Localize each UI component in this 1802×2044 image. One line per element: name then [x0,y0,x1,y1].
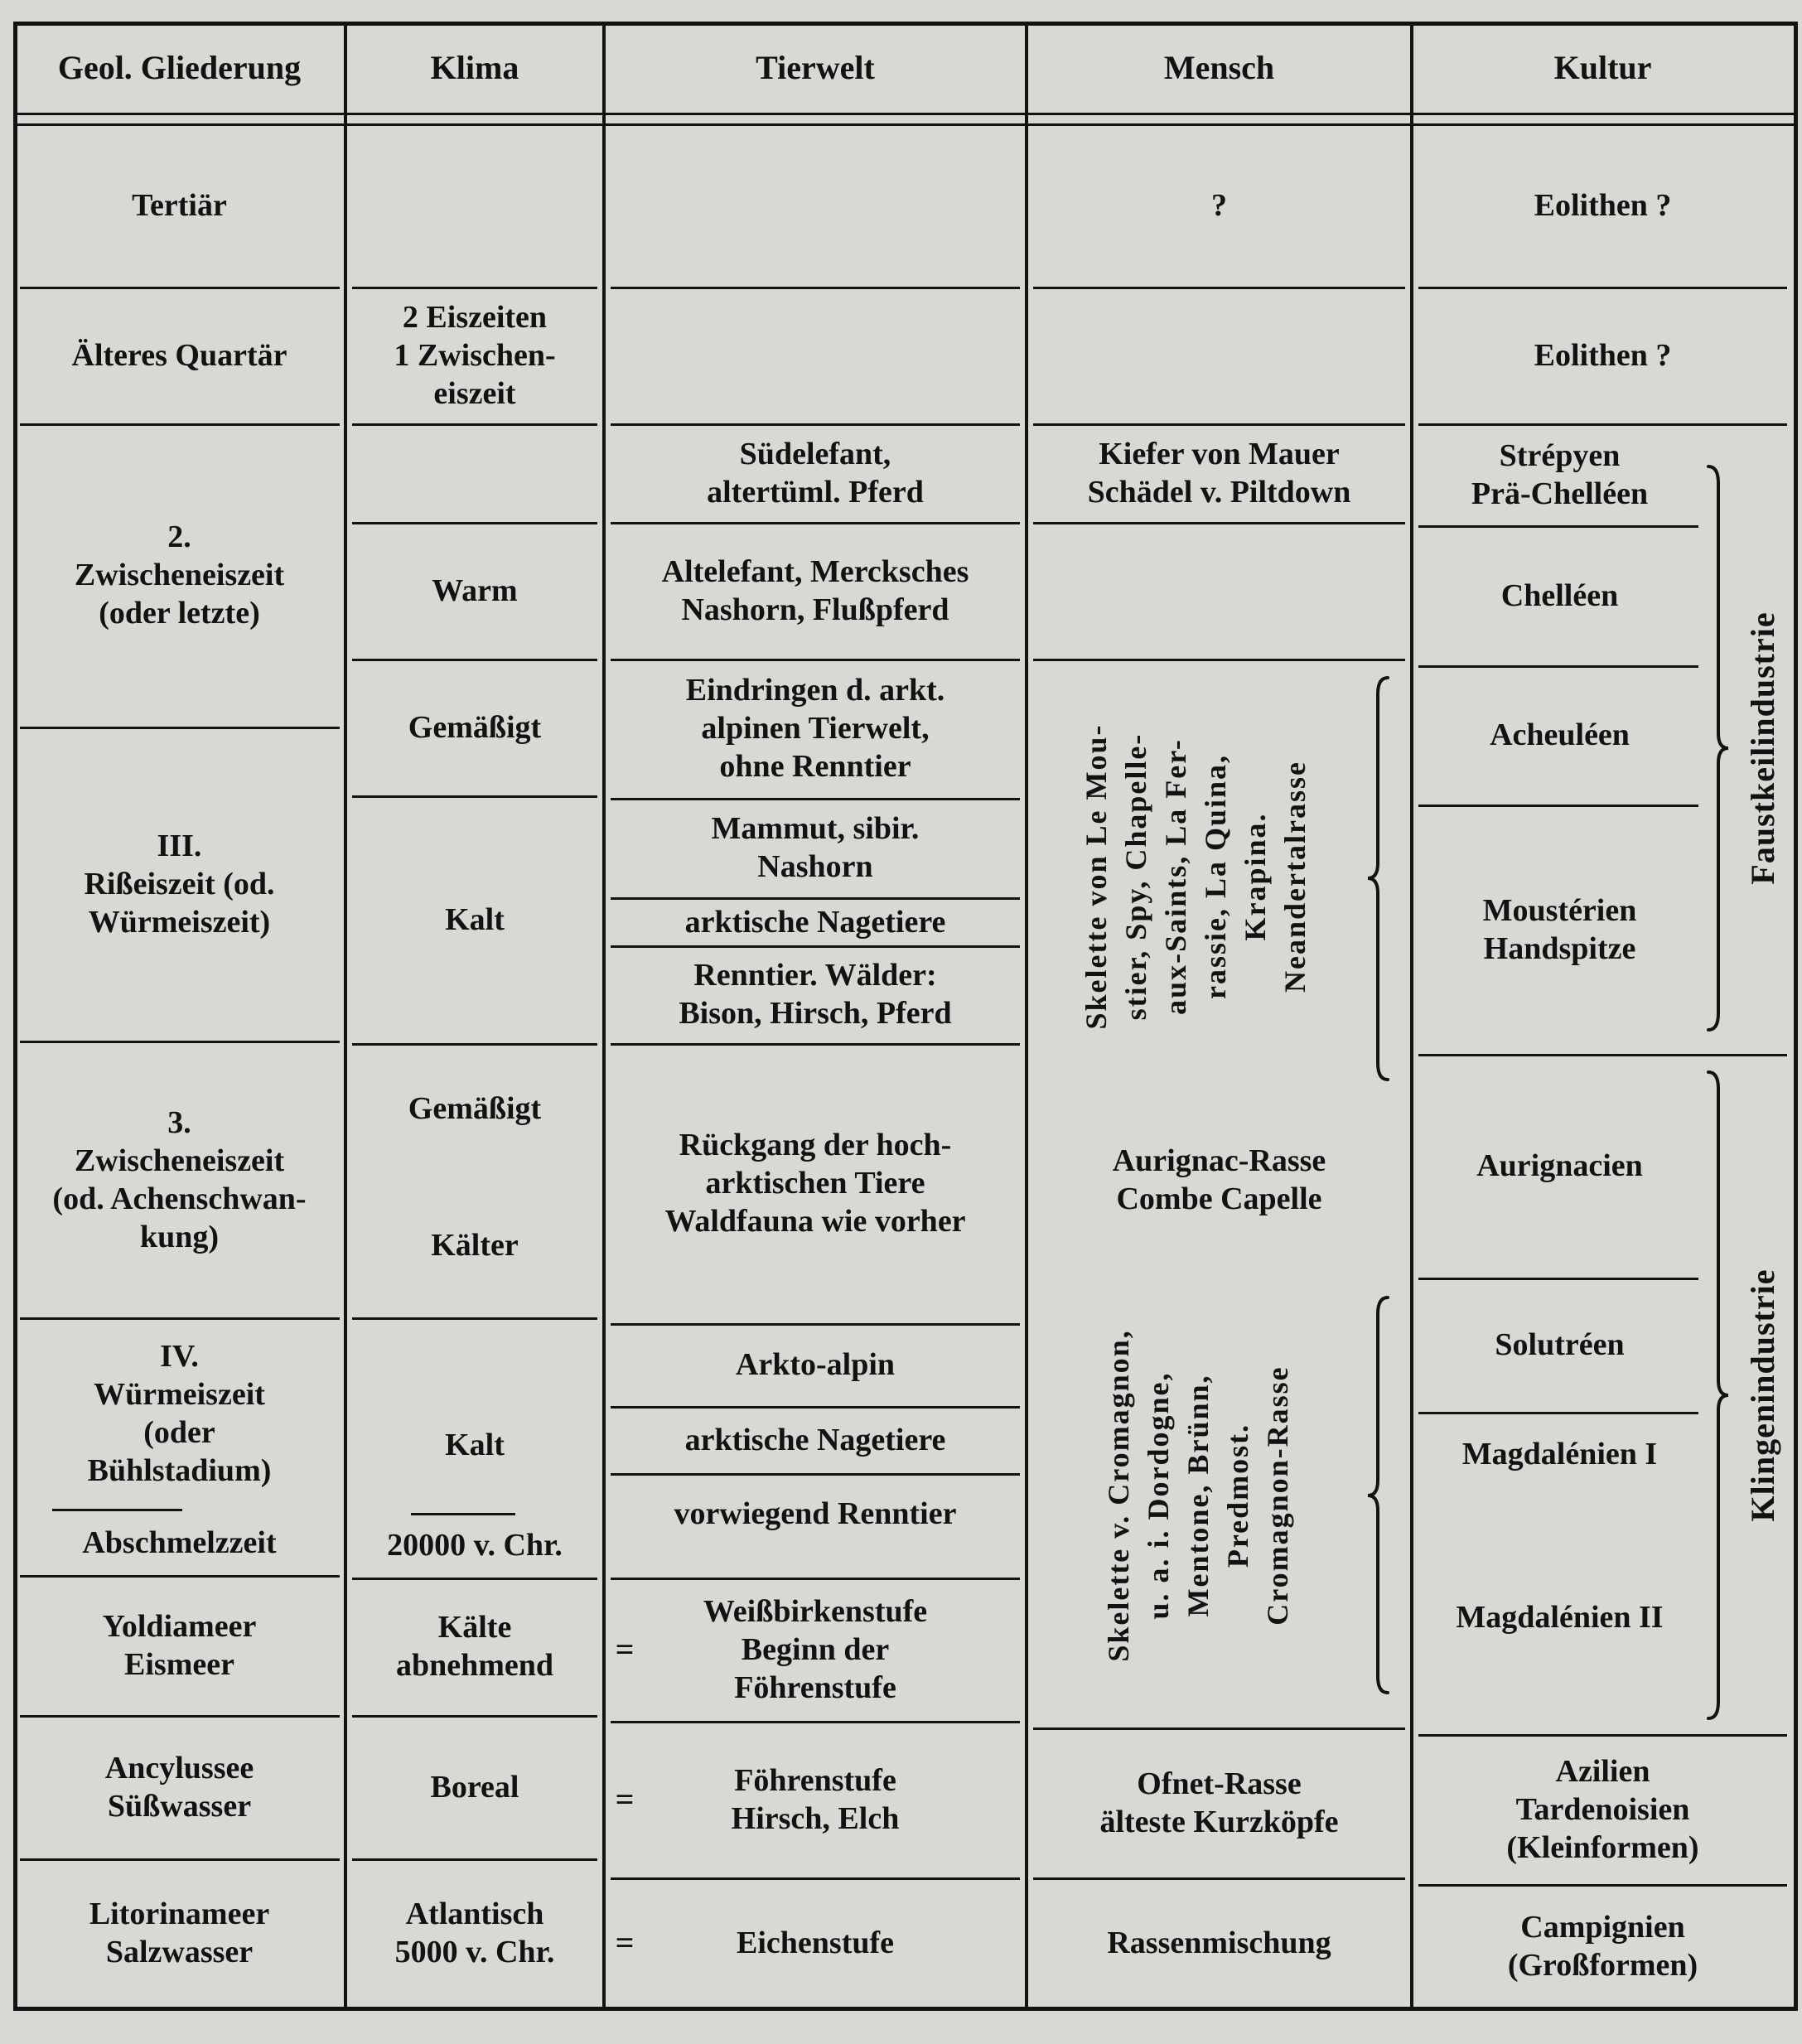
human-unknown-tertiaer: ? [1211,188,1227,223]
culture-eolithen-2: Eolithen ? [1534,338,1672,373]
fauna-nagetiere-1: arktische Nagetiere [684,905,946,940]
culture-klingenindustrie-label: Klingenindustrie [1744,1268,1781,1522]
fauna-nagetiere-2: arktische Nagetiere [684,1422,946,1457]
table-right-border [1794,22,1798,2011]
row-rule [20,1858,340,1861]
row-rule [352,423,597,426]
row-rule [1033,1877,1405,1880]
row-rule [1418,423,1787,426]
row-rule [611,1578,1020,1580]
human-rassenmischung: Rassenmischung [1107,1926,1331,1960]
header-double-rule-top [13,113,1798,115]
culture-magdalenien-1: Magdalénien I [1461,1437,1658,1471]
header-fauna: Tierwelt [756,49,875,86]
fauna-renntier-waelder: Renntier. Wälder: Bison, Hirsch, Pferd [679,958,952,1031]
climate-eiszeiten: 2 Eiszeiten 1 Zwischen- eiszeit [394,300,556,411]
row-rule [611,287,1020,289]
row-rule [20,1317,340,1320]
row-rule [20,727,340,729]
row-rule [611,1473,1020,1476]
row-rule [1418,525,1698,528]
row-rule [1033,522,1405,524]
row-rule [611,423,1020,426]
row-rule [611,522,1020,524]
column-rule-2 [602,22,606,2011]
fauna-eichenstufe: Eichenstufe [737,1926,894,1960]
row-rule [1033,287,1405,289]
culture-faustkeilindustrie-label: Faustkeilindustrie [1744,611,1781,885]
culture-acheuleen: Acheuléen [1490,718,1630,752]
culture-solutreen: Solutréen [1495,1327,1625,1362]
fauna-mammut: Mammut, sibir. Nashorn [711,811,920,884]
row-rule [611,897,1020,900]
brace-klingenindustrie [1708,1072,1728,1718]
row-rule [1418,287,1787,289]
climate-boreal: Boreal [430,1770,519,1805]
geology-litorinameer: Litorinameer Salzwasser [89,1897,270,1969]
row-rule [611,1406,1020,1409]
row-rule [611,1323,1020,1326]
header-double-rule-bottom [13,123,1798,126]
header-culture: Kultur [1553,49,1652,86]
row-rule [352,1715,597,1718]
geology-ancylussee: Ancylussee Süßwasser [104,1751,254,1824]
fauna-vorwiegend-renntier: vorwiegend Renntier [674,1496,957,1531]
header-climate: Klima [430,49,519,86]
row-rule [611,1043,1020,1046]
fauna-weissbirkenstufe: Weißbirkenstufe Beginn der Föhrenstufe [703,1593,928,1705]
culture-azilien: Azilien Tardenoisien (Kleinformen) [1506,1754,1699,1865]
column-rule-4 [1410,22,1413,2011]
row-rule [20,287,340,289]
column-rule-1 [344,22,347,2011]
row-rule [1418,1884,1787,1887]
human-ofnet-rasse: Ofnet-Rasse älteste Kurzköpfe [1099,1766,1339,1839]
row-rule [20,1715,340,1718]
brace-cromagnon [1368,1297,1388,1693]
row-rule [352,1043,597,1046]
fauna-suedelefant: Südelefant, altertüml. Pferd [707,437,924,510]
row-rule [1418,1054,1787,1056]
row-rule [1033,1727,1405,1730]
row-rule [611,945,1020,948]
geology-yoldiameer: Yoldiameer Eismeer [102,1609,257,1682]
climate-date-20000: 20000 v. Chr. [387,1528,563,1563]
climate-kalt-2: Kalt [445,1428,505,1462]
culture-aurignacien: Aurignacien [1476,1148,1643,1183]
row-rule [20,1575,340,1578]
climate-gemaessigt-2: Gemäßigt [408,1091,542,1126]
row-rule [352,795,597,798]
human-mauer-piltdown: Kiefer von Mauer Schädel v. Piltdown [1087,437,1351,510]
fauna-eindringen: Eindringen d. arkt. alpinen Tierwelt, ohne Renntier [685,673,945,784]
short-rule [52,1509,182,1511]
climate-gemaessigt-1: Gemäßigt [408,710,542,745]
climate-warm: Warm [432,573,518,608]
row-rule [1418,665,1698,668]
climate-kalt-1: Kalt [445,902,505,937]
header-geology: Geol. Gliederung [57,49,302,86]
row-rule [352,287,597,289]
row-rule [611,798,1020,800]
fauna-altelefant: Altelefant, Mercksches Nashorn, Flußpferd [661,554,969,627]
geology-wuermeiszeit: IV. Würmeiszeit (oder Bühlstadium) [87,1339,272,1488]
culture-magdalenien-2: Magdalénien II [1456,1600,1664,1635]
table-bottom-border [13,2007,1798,2011]
culture-campignien: Campignien (Großformen) [1507,1910,1698,1983]
brace-faustkeilindustrie [1708,466,1728,1030]
row-rule [1033,423,1405,426]
fauna-arkto-alpin: Arkto-alpin [735,1347,896,1382]
row-rule [611,1721,1020,1723]
equals-sign: = [615,1630,635,1668]
geology-risseiszeit: III. Rißeiszeit (od. Würmeiszeit) [84,829,275,940]
climate-kaelter: Kälter [431,1228,519,1263]
geology-abschmelzzeit: Abschmelzzeit [82,1525,277,1560]
culture-chelleen: Chelléen [1500,578,1619,613]
row-rule [20,423,340,426]
column-rule-3 [1025,22,1028,2011]
header-human: Mensch [1163,49,1275,86]
geology-tertiaer: Tertiär [132,188,227,223]
row-rule [1418,805,1698,807]
row-rule [20,1041,340,1043]
row-rule [352,1317,597,1320]
culture-mousterien: Moustérien Handspitze [1482,893,1637,966]
geology-aelteres-quartaer: Älteres Quartär [71,338,287,373]
culture-eolithen-1: Eolithen ? [1534,188,1672,223]
row-rule [1418,1412,1698,1414]
climate-atlantisch: Atlantisch 5000 v. Chr. [394,1897,555,1969]
row-rule [352,659,597,661]
row-rule [1418,1734,1787,1737]
human-cromagnon-block: Skelette v. Cromagnon, u. a. i. Dordogne, Mentone, Brünn, Predmost. Cromagnon-Rasse [1102,1329,1294,1662]
row-rule [352,1578,597,1580]
row-rule [352,522,597,524]
culture-strepyen: Strépyen Prä-Chelléen [1471,438,1649,511]
human-aurignac-rasse: Aurignac-Rasse Combe Capelle [1112,1143,1326,1216]
brace-neandertal [1368,678,1388,1080]
short-rule [411,1513,515,1515]
climate-kaelte-abnehmend: Kälte abnehmend [395,1610,554,1683]
row-rule [352,1858,597,1861]
equals-sign: = [615,1780,635,1818]
geology-zwischeneiszeit-2: 2. Zwischeneiszeit (oder letzte) [74,519,285,631]
fauna-foehrenstufe: Föhrenstufe Hirsch, Elch [731,1762,900,1836]
row-rule [611,1877,1020,1880]
human-neandertal-block: Skelette von Le Mou- stier, Spy, Chapelle- aux-Saints, La Fer- rassie, La Quina, Krapina. Neandertalrasse [1080,723,1312,1030]
equals-sign: = [615,1924,635,1961]
row-rule [1418,1278,1698,1280]
fauna-rueckgang: Rückgang der hoch- arktischen Tiere Waldfauna wie vorher [664,1128,966,1239]
geology-zwischeneiszeit-3: 3. Zwischeneiszeit (od. Achenschwan- kung) [52,1104,307,1254]
row-rule [611,659,1020,661]
